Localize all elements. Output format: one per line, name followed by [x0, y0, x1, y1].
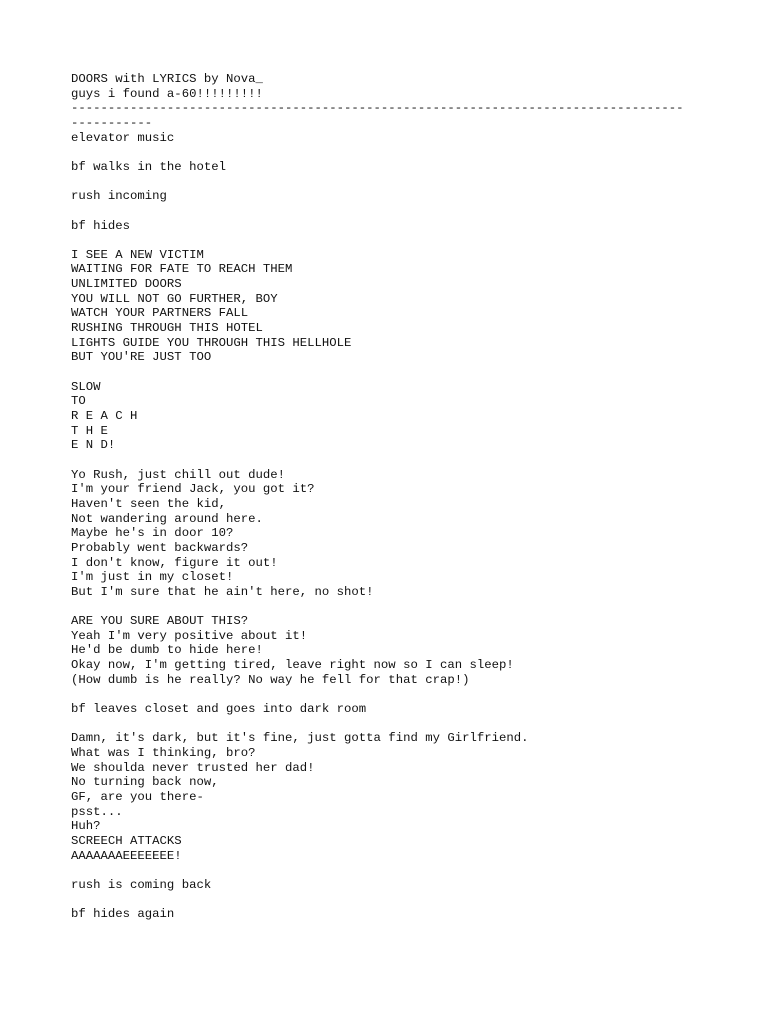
separator-line-continued: ----------- — [71, 115, 153, 130]
text-line: TO — [71, 394, 86, 409]
lyrics-body — [71, 131, 711, 922]
blank-line — [71, 204, 711, 219]
blank-line — [71, 145, 711, 160]
blank-line — [71, 863, 711, 878]
text-line: We shoulda never trusted her dad! — [71, 760, 315, 775]
text-line: Damn, it's dark, but it's fine, just gotta find my Girlfriend. — [71, 731, 529, 746]
text-line: T H E — [71, 423, 108, 438]
text-line: GF, are you there- — [71, 790, 204, 805]
blank-line — [71, 600, 711, 615]
text-line: Yo Rush, just chill out dude! — [71, 467, 286, 482]
text-line: BUT YOU'RE JUST TOO — [71, 350, 212, 365]
text-line: R E A C H — [71, 409, 138, 424]
text-line: YOU WILL NOT GO FURTHER, BOY — [71, 291, 278, 306]
text-line: But I'm sure that he ain't here, no shot! — [71, 584, 374, 599]
blank-line — [71, 453, 711, 468]
blank-line — [71, 893, 711, 908]
text-line: I SEE A NEW VICTIM — [71, 247, 204, 262]
text-line: Maybe he's in door 10? — [71, 526, 234, 541]
text-line: RUSHING THROUGH THIS HOTEL — [71, 321, 263, 336]
text-line: Yeah I'm very positive about it! — [71, 628, 308, 643]
blank-line — [71, 717, 711, 732]
text-line: elevator music — [71, 130, 175, 145]
text-line: I'm just in my closet! — [71, 570, 234, 585]
text-line: What was I thinking, bro? — [71, 746, 256, 761]
text-line: Huh? — [71, 819, 101, 834]
text-line: rush incoming — [71, 189, 167, 204]
text-line: psst... — [71, 804, 123, 819]
text-line: bf leaves closet and goes into dark room — [71, 702, 367, 717]
blank-line — [71, 365, 711, 380]
document-subtitle: guys i found a-60!!!!!!!!! — [71, 86, 263, 101]
separator-line: ----------------------------------------------------------------------------------- — [71, 101, 684, 116]
document-title: DOORS with LYRICS by Nova_ — [71, 72, 263, 86]
text-line: bf hides again — [71, 907, 175, 922]
blank-line — [71, 233, 711, 248]
text-line: Probably went backwards? — [71, 540, 249, 555]
document-page — [71, 72, 711, 922]
text-line: No turning back now, — [71, 775, 219, 790]
text-line: WAITING FOR FATE TO REACH THEM — [71, 262, 293, 277]
text-line: I don't know, figure it out! — [71, 555, 278, 570]
text-line: bf hides — [71, 218, 131, 233]
text-line: Okay now, I'm getting tired, leave right now so I can sleep! — [71, 658, 514, 673]
text-line: E N D! — [71, 438, 116, 453]
text-line: LIGHTS GUIDE YOU THROUGH THIS HELLHOLE — [71, 335, 352, 350]
text-line: AAAAAAAEEEEEEE! — [71, 848, 182, 863]
text-line: SLOW — [71, 379, 101, 394]
text-line: ARE YOU SURE ABOUT THIS? — [71, 614, 249, 629]
blank-line — [71, 687, 711, 702]
text-line: Not wandering around here. — [71, 511, 263, 526]
text-line: bf walks in the hotel — [71, 159, 226, 174]
text-line: He'd be dumb to hide here! — [71, 643, 263, 658]
text-line: Haven't seen the kid, — [71, 496, 226, 511]
text-line: I'm your friend Jack, you got it? — [71, 482, 315, 497]
text-line: rush is coming back — [71, 877, 212, 892]
text-line: WATCH YOUR PARTNERS FALL — [71, 306, 249, 321]
text-line: UNLIMITED DOORS — [71, 277, 182, 292]
blank-line — [71, 175, 711, 190]
text-line: SCREECH ATTACKS — [71, 833, 182, 848]
text-line: (How dumb is he really? No way he fell for that crap!) — [71, 672, 470, 687]
